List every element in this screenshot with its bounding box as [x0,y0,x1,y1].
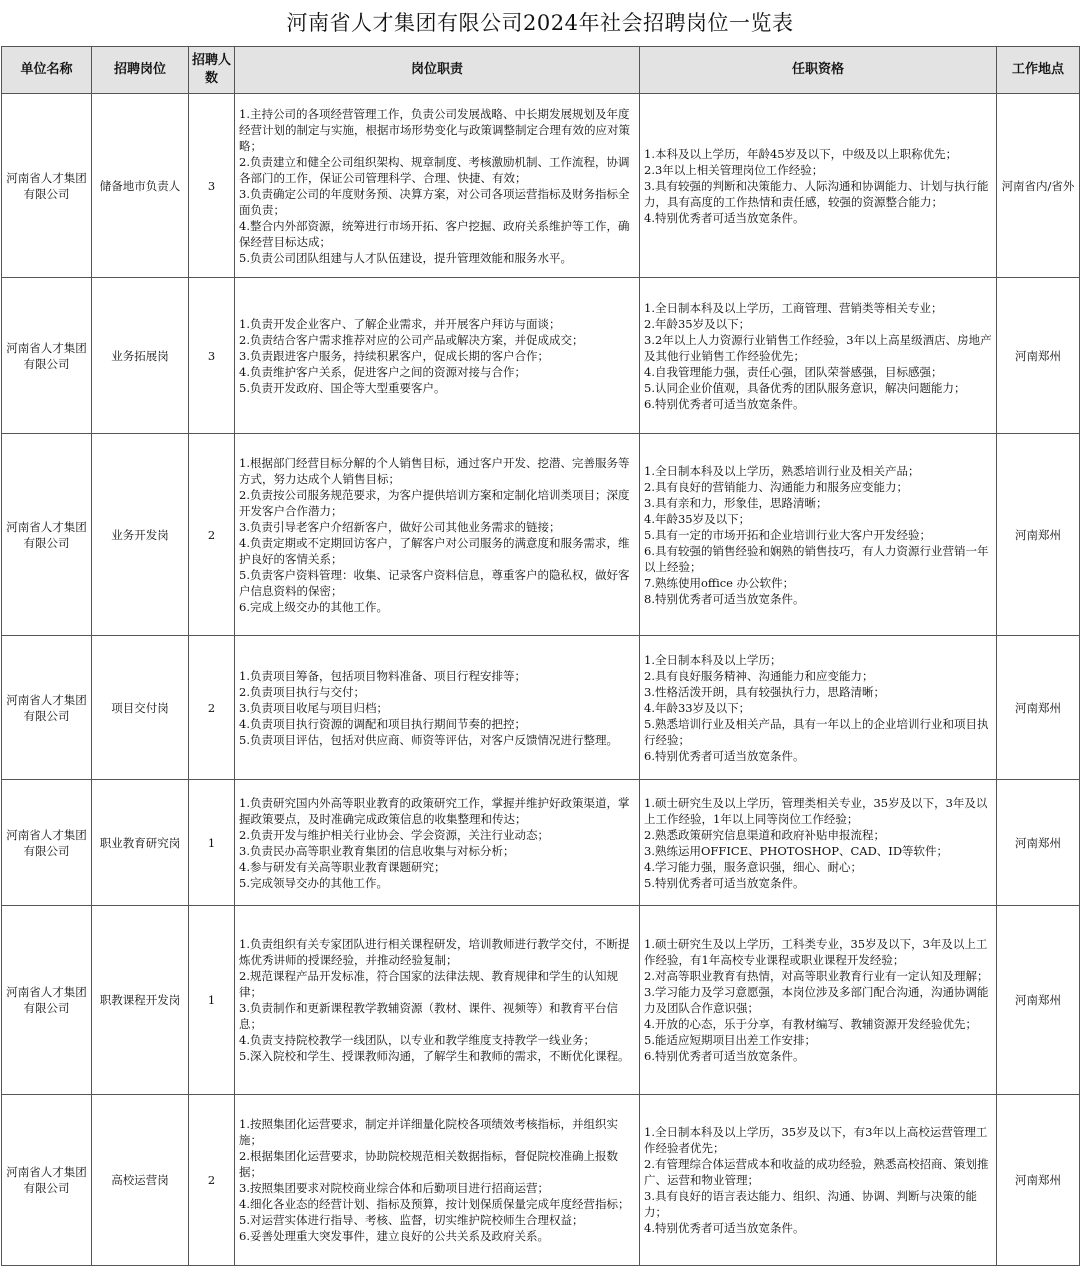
duties-cell-item: 2.根据集团化运营要求，协助院校规范相关数据指标，督促院校准确上报数据； [239,1149,618,1179]
duties-cell-item: 3.按照集团要求对院校商业综合体和后勤项目进行招商运营； [239,1181,549,1195]
requirements-cell-item: 1.本科及以上学历，年龄45岁及以下，中级及以上职称优先； [644,146,958,161]
requirements-cell-item: 5.认同企业价值观，具备优秀的团队服务意识，解决问题能力； [644,380,966,395]
header-requirements: 任职资格 [640,47,997,94]
headcount-cell: 3 [189,278,235,434]
requirements-cell [640,906,997,1095]
requirements-cell-item: 6.特别优秀者可适当放宽条件。 [644,396,805,411]
unit-name-cell: 河南省人才集团有限公司 [2,278,92,434]
duties-cell-item: 5.负责开发政府、国企等大型重要客户。 [239,380,446,395]
requirements-cell-item: 3.2年以上人力资源行业销售工作经验，3年以上高星级酒店、房地产及其他行业销售工作经验优先； [644,332,992,363]
duties-cell-item: 1.负责开发企业客户、了解企业需求，并开展客户拜访与面谈； [239,316,561,331]
duties-cell-item: 3.负责引导老客户介绍新客户，做好公司其他业务需求的链接； [239,519,561,534]
requirements-cell-item: 3.具有良好的语言表达能力、组织、沟通、协调、判断与决策的能力； [644,1189,977,1219]
requirements-cell [640,780,997,906]
requirements-cell-item: 6.特别优秀者可适当放宽条件。 [644,748,805,763]
duties-cell-item: 1.主持公司的各项经营管理工作，负责公司发展战略、中长期发展规划及年度经营计划的制定与实施，根据市场形势变化与政策调整制定合理有效的应对策略； [239,106,630,153]
position-cell: 储备地市负责人 [92,94,189,278]
header-location: 工作地点 [997,47,1080,94]
duties-cell-item: 5.负责客户资料管理：收集、记录客户资料信息，尊重客户的隐私权，做好客户信息资料的保密； [239,567,630,598]
requirements-cell-item: 1.全日制本科及以上学历，熟悉培训行业及相关产品； [644,463,920,478]
duties-cell-item: 1.负责项目筹备，包括项目物料准备、项目行程安排等； [239,668,526,683]
duties-cell-item: 3.负责项目收尾与项目归档； [239,700,388,715]
unit-name-cell: 河南省人才集团有限公司 [2,434,92,636]
requirements-cell-item: 3.具有较强的判断和决策能力、人际沟通和协调能力、计划与执行能力，具有高度的工作热情和责任感，较强的资源整合能力； [644,178,989,209]
requirements-cell [640,434,997,636]
requirements-cell-item: 2.有管理综合体运营成本和收益的成功经验，熟悉高校招商、策划推广、运营和物业管理； [644,1157,989,1187]
duties-cell [235,434,640,636]
duties-cell-item: 5.深入院校和学生、授课教师沟通，了解学生和教师的需求，不断优化课程。 [239,1049,630,1063]
unit-name-cell: 河南省人才集团有限公司 [2,636,92,780]
requirements-cell-item: 4.年龄33岁及以下； [644,700,751,715]
duties-cell-item: 5.完成领导交办的其他工作。 [239,875,388,890]
duties-cell-item: 1.根据部门经营目标分解的个人销售目标，通过客户开发、挖潜、完善服务等方式，努力达成个人销售目标； [239,455,630,486]
requirements-cell-item: 4.学习能力强，服务意识强，细心、耐心； [644,859,862,874]
duties-cell-item: 4.负责支持院校教学一线团队，以专业和教学维度支持教学一线业务； [239,1033,595,1047]
requirements-cell-item: 4.自我管理能力强，责任心强，团队荣誉感强，目标感强； [644,364,943,379]
location-cell: 河南郑州 [997,780,1080,906]
requirements-cell-item: 8.特别优秀者可适当放宽条件。 [644,591,805,606]
duties-cell-item: 1.负责组织有关专家团队进行相关课程研发，培训教师进行教学交付，不断提炼优秀讲师的授课经验，并推动经验复制； [239,937,630,967]
position-cell: 高校运营岗 [92,1095,189,1266]
location-cell: 河南省内/省外 [997,94,1080,278]
header-position: 招聘岗位 [92,47,189,94]
unit-name-cell: 河南省人才集团有限公司 [2,1095,92,1266]
duties-cell-item: 2.负责开发与维护相关行业协会、学会资源，关注行业动态； [239,827,549,842]
requirements-cell-item: 2.具有良好的营销能力、沟通能力和服务应变能力； [644,479,908,494]
requirements-cell-item: 1.全日制本科及以上学历，35岁及以下，有3年以上高校运营管理工作经验者优先； [644,1125,988,1155]
requirements-cell-item: 3.学习能力及学习意愿强，本岗位涉及多部门配合沟通，沟通协调能力及团队合作意识强； [644,985,989,1015]
location-cell: 河南郑州 [997,1095,1080,1266]
position-cell: 职业教育研究岗 [92,780,189,906]
recruitment-table [1,46,1080,1266]
location-cell: 河南郑州 [997,278,1080,434]
requirements-cell-item: 7.熟练使用office 办公软件； [644,575,795,590]
header-row [2,47,1080,94]
requirements-cell-item: 4.开放的心态，乐于分享，有教材编写、教辅资源开发经验优先； [644,1017,977,1031]
duties-cell-item: 2.负责按公司服务规范要求，为客户提供培训方案和定制化培训类项目；深度开发客户合作潜力； [239,487,630,518]
requirements-cell [640,278,997,434]
duties-cell [235,906,640,1095]
requirements-cell-item: 1.硕士研究生及以上学历，管理类相关专业，35岁及以下，3年及以上工作经验，1年以上同等岗位工作经验； [644,795,988,826]
table-row [2,1095,1080,1266]
headcount-cell: 1 [189,906,235,1095]
duties-cell-item: 1.负责研究国内外高等职业教育的政策研究工作，掌握并维护好政策渠道，掌握政策要点，及时准确完成政策信息的收集整理和传达； [239,795,630,826]
header-count: 招聘人数 [189,47,235,94]
duties-cell-item: 2.负责结合客户需求推荐对应的公司产品或解决方案，并促成成交； [239,332,584,347]
duties-cell-item: 2.规范课程产品开发标准，符合国家的法律法规、教育规律和学生的认知规律； [239,969,618,999]
header-duties: 岗位职责 [235,47,640,94]
requirements-cell-item: 3.具有亲和力，形象佳，思路清晰； [644,495,828,510]
requirements-cell-item: 2.对高等职业教育有热情，对高等职业教育行业有一定认知及理解； [644,969,989,983]
duties-cell-item: 6.妥善处理重大突发事件，建立良好的公共关系及政府关系。 [239,1229,549,1243]
requirements-cell-item: 5.具有一定的市场开拓和企业培训行业大客户开发经验； [644,527,931,542]
table-row [2,434,1080,636]
unit-name-cell: 河南省人才集团有限公司 [2,94,92,278]
requirements-cell-item: 2.年龄35岁及以下； [644,316,751,331]
headcount-cell: 2 [189,434,235,636]
position-cell: 业务拓展岗 [92,278,189,434]
duties-cell-item: 6.完成上级交办的其他工作。 [239,599,388,614]
position-cell: 业务开发岗 [92,434,189,636]
requirements-cell [640,94,997,278]
requirements-cell-item: 2.具有良好服务精神、沟通能力和应变能力； [644,668,874,683]
duties-cell-item: 4.负责定期或不定期回访客户，了解客户对公司服务的满意度和服务需求，维护良好的客情关系； [239,535,630,566]
duties-cell-item: 1.按照集团化运营要求，制定并详细量化院校各项绩效考核指标，并组织实施； [239,1117,618,1147]
requirements-cell-item: 4.特别优秀者可适当放宽条件。 [644,1221,805,1235]
duties-cell-item: 5.负责公司团队组建与人才队伍建设，提升管理效能和服务水平。 [239,250,572,265]
duties-cell [235,94,640,278]
table-row [2,780,1080,906]
requirements-cell-item: 1.硕士研究生及以上学历，工科类专业，35岁及以下，3年及以上工作经验，有1年高校专业课程或职业课程开发经验； [644,937,988,967]
requirements-cell-item: 1.全日制本科及以上学历，工商管理、营销类等相关专业； [644,300,943,315]
position-cell: 职教课程开发岗 [92,906,189,1095]
position-cell: 项目交付岗 [92,636,189,780]
duties-cell-item: 4.负责维护客户关系，促进客户之间的资源对接与合作； [239,364,526,379]
duties-cell-item: 4.负责项目执行资源的调配和项目执行期间节奏的把控； [239,716,526,731]
duties-cell-item: 3.负责制作和更新课程教学教辅资源（教材、课件、视频等）和教育平台信息； [239,1001,618,1031]
duties-cell [235,636,640,780]
duties-cell-item: 5.负责项目评估，包括对供应商、师资等评估，对客户反馈情况进行整理。 [239,732,618,747]
requirements-cell-item: 4.特别优秀者可适当放宽条件。 [644,210,805,225]
requirements-cell-item: 6.具有较强的销售经验和娴熟的销售技巧，有人力资源行业营销一年以上经验； [644,543,989,574]
requirements-cell-item: 6.特别优秀者可适当放宽条件。 [644,1049,805,1063]
requirements-cell-item: 2.熟悉政策研究信息渠道和政府补贴申报流程； [644,827,885,842]
duties-cell-item: 4.细化各业态的经营计划、指标及预算，按计划保质保量完成年度经营指标； [239,1197,630,1211]
requirements-cell [640,636,997,780]
duties-cell [235,278,640,434]
unit-name-cell: 河南省人才集团有限公司 [2,780,92,906]
table-row [2,94,1080,278]
table-row [2,636,1080,780]
duties-cell-item: 3.负责确定公司的年度财务预、决算方案，对公司各项运营指标及财务指标全面负责； [239,186,630,217]
duties-cell-item: 4.整合内外部资源，统筹进行市场开拓、客户挖掘、政府关系维护等工作，确保经营目标达成； [239,218,630,249]
requirements-cell-item: 5.特别优秀者可适当放宽条件。 [644,875,805,890]
duties-cell [235,1095,640,1266]
table-row [2,906,1080,1095]
page-title: 河南省人才集团有限公司2024年社会招聘岗位一览表 [286,11,794,35]
duties-cell-item: 2.负责项目执行与交付； [239,684,365,699]
duties-cell-item: 2.负责建立和健全公司组织架构、规章制度、考核激励机制、工作流程，协调各部门的工作，保证公司管理科学、合理、快捷、有效； [239,154,630,185]
location-cell: 河南郑州 [997,906,1080,1095]
unit-name-cell: 河南省人才集团有限公司 [2,906,92,1095]
requirements-cell [640,1095,997,1266]
header-unit: 单位名称 [2,47,92,94]
requirements-cell-item: 4.年龄35岁及以下； [644,511,751,526]
requirements-cell-item: 2.3年以上相关管理岗位工作经验； [644,162,824,177]
duties-cell-item: 5.对运营实体进行指导、考核、监督，切实维护院校师生合理权益； [239,1213,584,1227]
duties-cell-item: 4.参与研发有关高等职业教育课题研究； [239,859,446,874]
requirements-cell-item: 1.全日制本科及以上学历； [644,652,782,667]
requirements-cell-item: 3.性格活泼开朗，具有较强执行力，思路清晰； [644,684,885,699]
requirements-cell-item: 3.熟练运用OFFICE、PHOTOSHOP、CAD、ID等软件； [644,843,949,858]
location-cell: 河南郑州 [997,434,1080,636]
headcount-cell: 2 [189,1095,235,1266]
headcount-cell: 3 [189,94,235,278]
table-row [2,278,1080,434]
location-cell: 河南郑州 [997,636,1080,780]
requirements-cell-item: 5.熟悉培训行业及相关产品，具有一年以上的企业培训行业和项目执行经验； [644,716,989,747]
headcount-cell: 2 [189,636,235,780]
duties-cell-item: 3.负责跟进客户服务，持续积累客户，促成长期的客户合作； [239,348,549,363]
headcount-cell: 1 [189,780,235,906]
duties-cell-item: 3.负责民办高等职业教育集团的信息收集与对标分析； [239,843,515,858]
duties-cell [235,780,640,906]
requirements-cell-item: 5.能适应短期项目出差工作安排； [644,1033,816,1047]
